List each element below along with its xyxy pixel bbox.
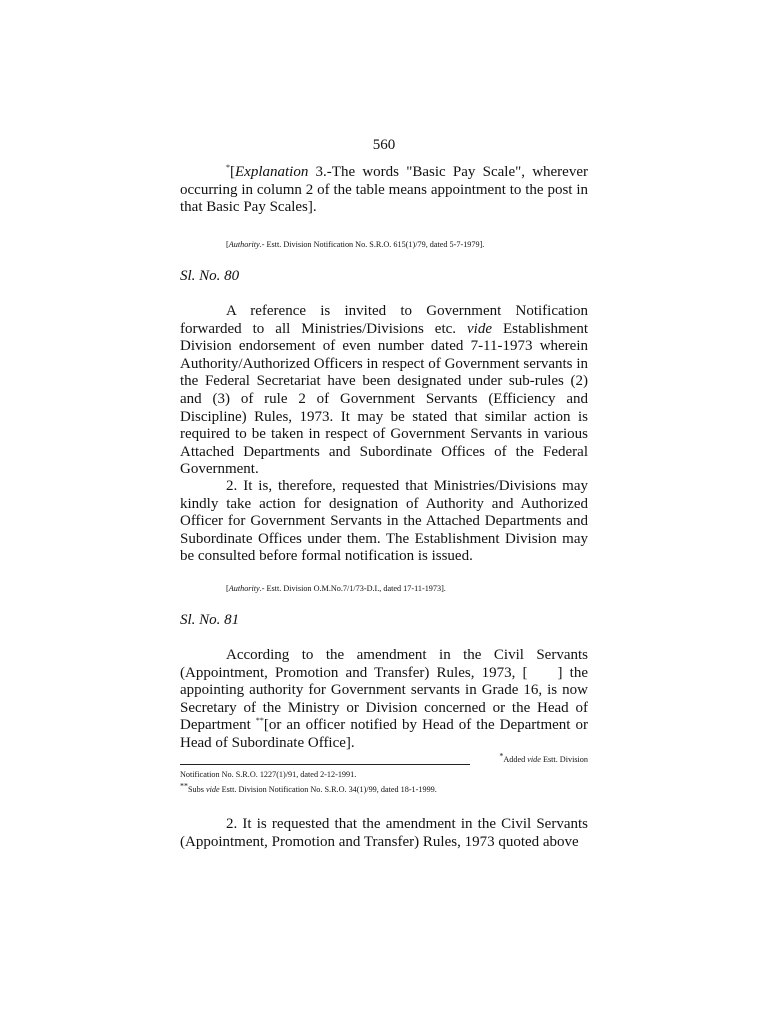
footnote-text: Notification No. S.R.O. 1227(1)/91, dated 2-12-1991. <box>180 770 357 779</box>
page-number: 560 <box>372 137 396 153</box>
body-paragraph: 2. It is, therefore, requested that Ministries/Divisions may kindly take action for designation of Authority and Authorized Officer for Government Servants in the Attached Departments and Subordinate Offices under them. The Establishment Division may be consulted before formal notification is issued. <box>180 478 588 565</box>
explanation-paragraph: *[Explanation 3.-The words "Basic Pay Scale", wherever occurring in column 2 of the table means appointment to the post in that Basic Pay Scales]. <box>180 163 588 216</box>
serial-number-heading: Sl. No. 80 <box>180 268 240 284</box>
authority-citation: [Authority.- Estt. Division Notification No. S.R.O. 615(1)/79, dated 5-7-1979]. <box>226 240 485 249</box>
footnote-marker: ** <box>255 716 264 726</box>
authority-citation: [Authority.- Estt. Division O.M.No.7/1/73-D.I., dated 17-11-1973]. <box>226 584 446 593</box>
body-paragraph: A reference is invited to Government Notification forwarded to all Ministries/Divisions etc. vide Establishment Division endorsement of even number dated 7-11-1973 wherein Authority/Authorized Officers in respect of Government servants in the Federal Secretariat have been designated under sub-rules (2) and (3) of rule 2 of Government Servants (Efficiency and Discipline) Rules, 1973. It may be stated that similar action is required to be taken in respect of Government Servants in various Attached Departments and Subordinate Offices of the Federal Government. <box>180 303 588 478</box>
footnote-text: **Subs vide Estt. Division Notification No. S.R.O. 34(1)/99, dated 18-1-1999. <box>180 781 437 794</box>
footnote-marker: * <box>226 163 230 172</box>
footnote-text: *Added vide Estt. Division <box>499 751 588 764</box>
serial-number-heading: Sl. No. 81 <box>180 612 240 628</box>
explanation-title: Explanation <box>235 164 309 180</box>
body-paragraph: According to the amendment in the Civil Servants (Appointment, Promotion and Transfer) Rules, 1973, [ ] the appointing authority for Government servants in Grade 16, is now Secretary of the Ministry or Division concerned or the Head of Department **[or an officer notified by Head of the Department or Head of Subordinate Office]. <box>180 647 588 751</box>
body-paragraph: 2. It is requested that the amendment in the Civil Servants (Appointment, Promotion and Transfer) Rules, 1973 quoted above <box>180 816 588 850</box>
footnote-separator <box>180 764 470 765</box>
